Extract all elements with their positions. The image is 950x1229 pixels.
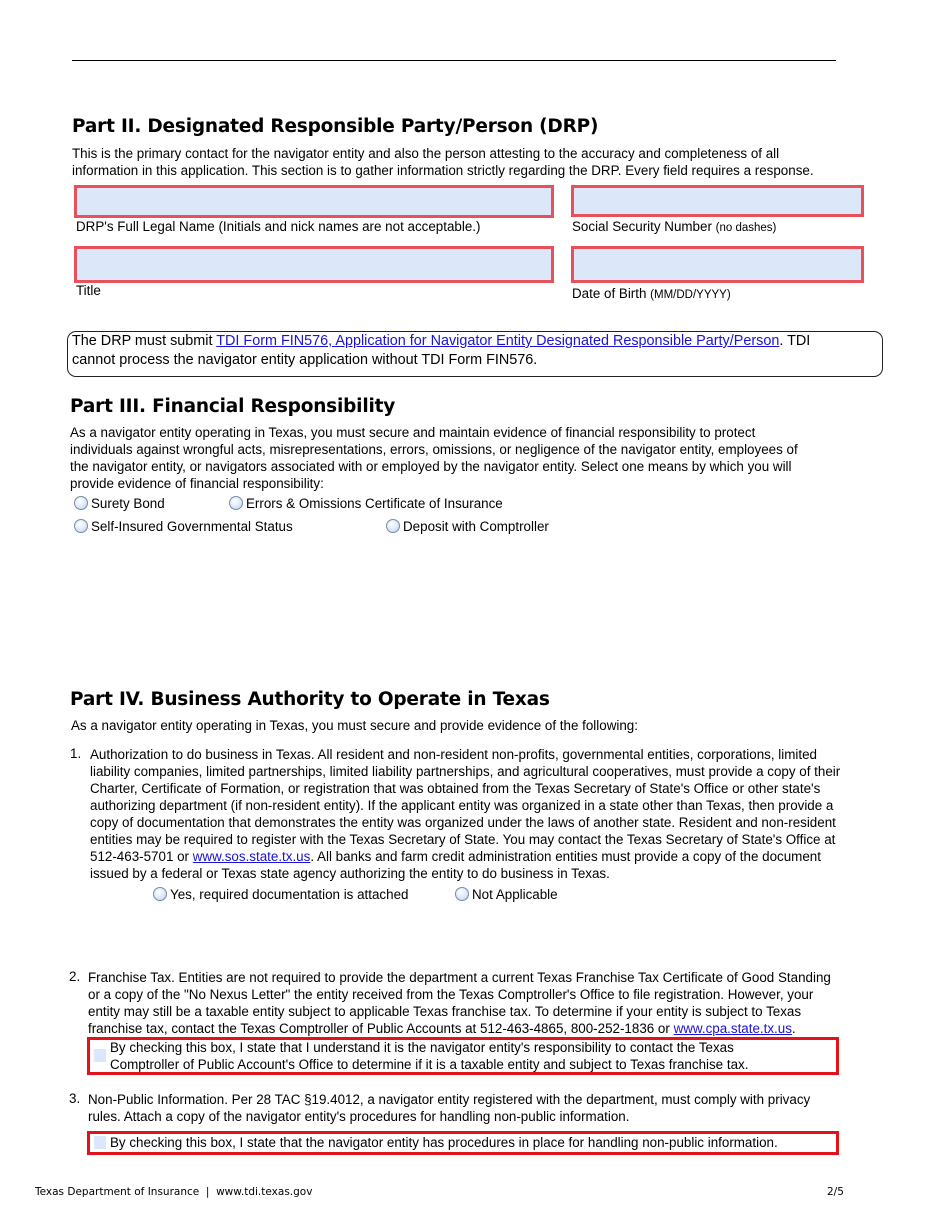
franchise-tax-checkbox-line: Comptroller of Public Account's Office to determine if it is a taxable entity and subject to Texas franchise tax. — [110, 1057, 749, 1072]
item2-text — [88, 969, 831, 1037]
notice-prefix: The DRP must submit — [72, 333, 217, 349]
title-label: Title — [76, 283, 101, 298]
item1-number: 1. — [70, 746, 82, 761]
self-insured-option[interactable] — [74, 519, 293, 534]
fin576-form-link[interactable]: TDI Form FIN576, Application for Navigator Entity Designated Responsible Party/Person — [216, 333, 780, 349]
item1-line: entities may be required to register with the Texas Secretary of State. You may contact the Texas Secretary of State's Office at — [90, 832, 836, 847]
item2-contact: franchise tax, contact the Texas Comptroller of Public Accounts at 512-463-4865, 800-252-1836 or — [88, 1021, 674, 1036]
part3-intro-line: the navigator entity, or navigators associated with or employed by the navigator entity. Select one means by which you will — [70, 459, 792, 474]
dob-hint: (MM/DD/YYYY) — [650, 289, 731, 301]
non-public-checkbox-text: By checking this box, I state that the navigator entity has procedures in place for handling non-public information. — [110, 1135, 778, 1150]
dob-label-text: Date of Birth — [572, 286, 647, 301]
documentation-attached-radio[interactable] — [153, 887, 167, 901]
item2-line: Franchise Tax. Entities are not required to provide the department a current Texas Franchise Tax Certificate of Good Standing — [88, 970, 831, 985]
part4-intro: As a navigator entity operating in Texas, you must secure and provide evidence of the following: — [71, 718, 638, 733]
part3-intro — [70, 424, 798, 492]
surety-bond-option[interactable] — [74, 496, 165, 511]
item1-line — [90, 848, 840, 865]
item1-line: Charter, Certificate of Formation, or registration that was obtained from the Texas Secretary of State's Office or other state's — [90, 781, 821, 796]
part2-heading: Part II. Designated Responsible Party/Person (DRP) — [72, 116, 599, 137]
item3-number: 3. — [69, 1091, 81, 1106]
top-rule — [72, 60, 836, 61]
surety-bond-label: Surety Bond — [91, 496, 165, 511]
eo-certificate-label: Errors & Omissions Certificate of Insurance — [246, 496, 503, 511]
date-of-birth-input[interactable] — [571, 246, 864, 283]
franchise-tax-checkbox-text — [110, 1039, 748, 1073]
item2-line: or a copy of the "No Nexus Letter" the entity received from the Texas Comptroller's Office to file registration. However, your — [88, 987, 814, 1002]
ssn-label — [572, 219, 776, 234]
item1-line: liability companies, limited partnerships, limited liability partnerships, and agricultural cooperatives, must provide a copy of their — [90, 764, 841, 779]
notice-suffix: . TDI — [779, 333, 811, 349]
item2-line: entity may still be a taxable entity subject to applicable Texas franchise tax. To determine if your entity is subject to Texas — [88, 1004, 802, 1019]
item3-line: Non-Public Information. Per 28 TAC §19.4012, a navigator entity registered with the department, must comply with privacy — [88, 1092, 811, 1107]
item1-line: copy of documentation that demonstrates the entity was organized under the laws of another state. Resident and non-resident — [90, 815, 836, 830]
eo-certificate-radio[interactable] — [229, 496, 243, 510]
page-number: 2/5 — [827, 1186, 844, 1198]
item1-text — [90, 746, 840, 882]
documentation-attached-label: Yes, required documentation is attached — [170, 887, 409, 902]
drp-full-name-label: DRP's Full Legal Name (Initials and nick names are not acceptable.) — [76, 219, 481, 234]
franchise-tax-checkbox-line: By checking this box, I state that I understand it is the navigator entity's responsibility to contact the Texas — [110, 1040, 734, 1055]
cpa-link[interactable]: www.cpa.state.tx.us — [673, 1021, 792, 1036]
ssn-hint: (no dashes) — [715, 222, 777, 234]
date-of-birth-label — [572, 286, 731, 301]
item1-line: Authorization to do business in Texas. All resident and non-resident non-profits, governmental entities, corporations, limited — [90, 747, 817, 762]
self-insured-label: Self-Insured Governmental Status — [91, 519, 293, 534]
item2-line — [88, 1020, 831, 1037]
part3-intro-line: As a navigator entity operating in Texas, you must secure and maintain evidence of financial responsibility to protect — [70, 425, 756, 440]
part4-heading: Part IV. Business Authority to Operate in Texas — [70, 689, 550, 710]
non-public-checkbox[interactable] — [94, 1136, 106, 1149]
footer-agency: Texas Department of Insurance | www.tdi.texas.gov — [35, 1186, 313, 1198]
sos-link[interactable]: www.sos.state.tx.us — [192, 849, 311, 864]
part2-intro — [72, 145, 814, 179]
self-insured-radio[interactable] — [74, 519, 88, 533]
title-input[interactable] — [74, 246, 554, 283]
item1-line: issued by a federal or Texas state agency authorizing the entity to do business in Texas. — [90, 866, 610, 881]
item1-phone: 512-463-5701 or — [90, 849, 193, 864]
fin576-notice — [67, 331, 883, 377]
part3-intro-line: individuals against wrongful acts, misrepresentations, errors, omissions, or negligence of the navigator entity, employees of — [70, 442, 798, 457]
deposit-label: Deposit with Comptroller — [403, 519, 549, 534]
franchise-tax-checkbox[interactable] — [94, 1049, 106, 1062]
surety-bond-radio[interactable] — [74, 496, 88, 510]
ssn-input[interactable] — [571, 185, 864, 217]
item2-contact-suffix: . — [791, 1021, 796, 1036]
eo-certificate-option[interactable] — [229, 496, 503, 511]
item3-line: rules. Attach a copy of the navigator entity's procedures for handling non-public information. — [88, 1109, 630, 1124]
deposit-option[interactable] — [386, 519, 549, 534]
item2-number: 2. — [69, 969, 81, 984]
item1-line: authorizing department (if non-resident entity). If the applicant entity was organized in a state other than Texas, then provide a — [90, 798, 834, 813]
not-applicable-option[interactable] — [455, 887, 558, 902]
notice-line-2: cannot process the navigator entity application without TDI Form FIN576. — [72, 352, 538, 368]
part2-intro-line: This is the primary contact for the navigator entity and also the person attesting to the accuracy and completeness of all — [72, 146, 780, 161]
part3-intro-line: provide evidence of financial responsibility: — [70, 476, 324, 491]
not-applicable-radio[interactable] — [455, 887, 469, 901]
not-applicable-label: Not Applicable — [472, 887, 558, 902]
item1-phone-suffix: . All banks and farm credit administration entities must provide a copy of the document — [310, 849, 821, 864]
part3-heading: Part III. Financial Responsibility — [70, 396, 396, 417]
ssn-label-text: Social Security Number — [572, 219, 712, 234]
part2-intro-line: information in this application. This section is to gather information strictly regarding the DRP. Every field requires a response. — [72, 163, 814, 178]
item3-text — [88, 1091, 810, 1125]
notice-line-1 — [72, 332, 878, 351]
documentation-attached-option[interactable] — [153, 887, 408, 902]
deposit-radio[interactable] — [386, 519, 400, 533]
drp-full-name-input[interactable] — [74, 185, 554, 218]
